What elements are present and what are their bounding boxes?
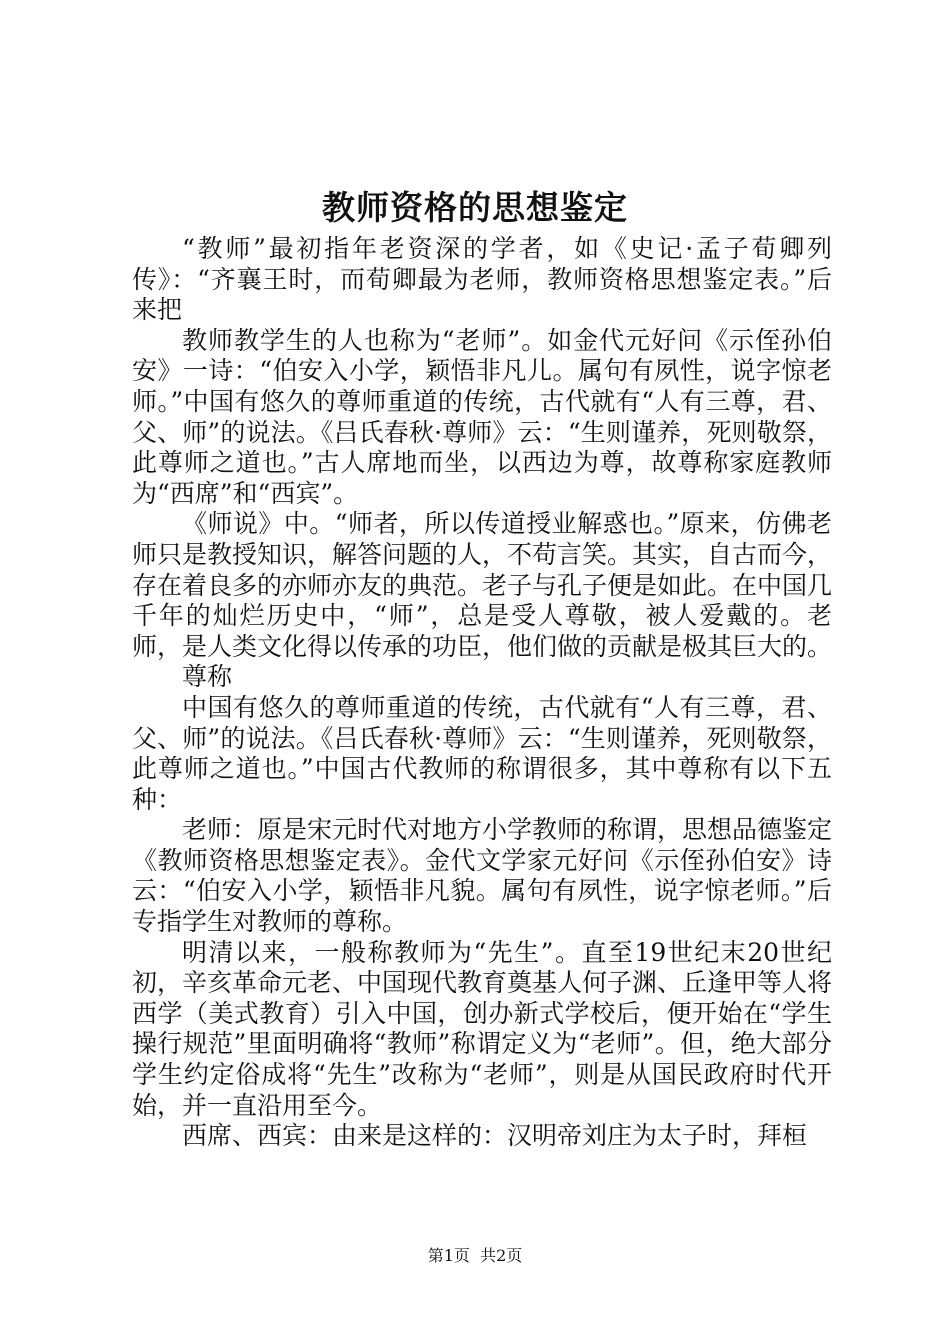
paragraph: 老师：原是宋元时代对地方小学教师的称谓，思想品德鉴定《教师资格思想鉴定表》。金代文学家元好问《示侄孙伯安》诗云：“伯安入小学，颖悟非凡貌。属句有夙性，说字惊老师。”后专指学生对教师的尊称。: [132, 815, 833, 937]
page-number: 第1页: [427, 1246, 470, 1265]
paragraph: 《师说》中。“师者，所以传道授业解惑也。”原来，仿佛老师只是教授知识，解答问题的人，不苟言笑。其实，自古而今，存在着良多的亦师亦友的典范。老子与孔子便是如此。在中国几千年的灿烂历史中，“师”，总是受人尊敬，被人爱戴的。老师，是人类文化得以传承的功臣，他们做的贡献是极其巨大的。: [132, 509, 833, 661]
paragraph: 明清以来，一般称教师为“先生”。直至19世纪末20世纪初，辛亥革命元老、中国现代教育奠基人何子渊、丘逢甲等人将西学（美式教育）引入中国，创办新式学校后，便开始在“学生操行规范”里面明确将“教师”称谓定义为“老师”。但，绝大部分学生约定俗成将“先生”改称为“老师”，则是从国民政府时代开始，并一直沿用至今。: [132, 937, 833, 1120]
page-title: 教师资格的思想鉴定: [322, 188, 628, 227]
paragraph: 教师教学生的人也称为“老师”。如金代元好问《示侄孙伯安》一诗：“伯安入小学，颖悟非凡儿。属句有夙性，说字惊老师。”中国有悠久的尊师重道的传统，古代就有“人有三尊，君、父、师”的说法。《吕氏春秋·尊师》云：“生则谨养，死则敬祭，此尊师之道也。”古人席地而坐，以西边为尊，故尊称家庭教师为“西席”和“西宾”。: [132, 325, 832, 508]
document-body: [132, 234, 832, 1152]
page-footer: [0, 1246, 950, 1266]
section-heading: 尊称: [182, 662, 233, 692]
paragraph: 西席、西宾：由来是这样的：汉明帝刘庄为太子时，拜桓: [182, 1121, 808, 1151]
paragraph: “教师”最初指年老资深的学者，如《史记·孟子荀卿列传》：“齐襄王时，而荀卿最为老师，教师资格思想鉴定表。”后来把: [132, 234, 832, 325]
paragraph: 中国有悠久的尊师重道的传统，古代就有“人有三尊，君、父、师”的说法。《吕氏春秋·尊师》云：“生则谨养，死则敬祭，此尊师之道也。”中国古代教师的称谓很多，其中尊称有以下五种：: [132, 692, 832, 814]
page-total: 共2页: [480, 1246, 523, 1265]
